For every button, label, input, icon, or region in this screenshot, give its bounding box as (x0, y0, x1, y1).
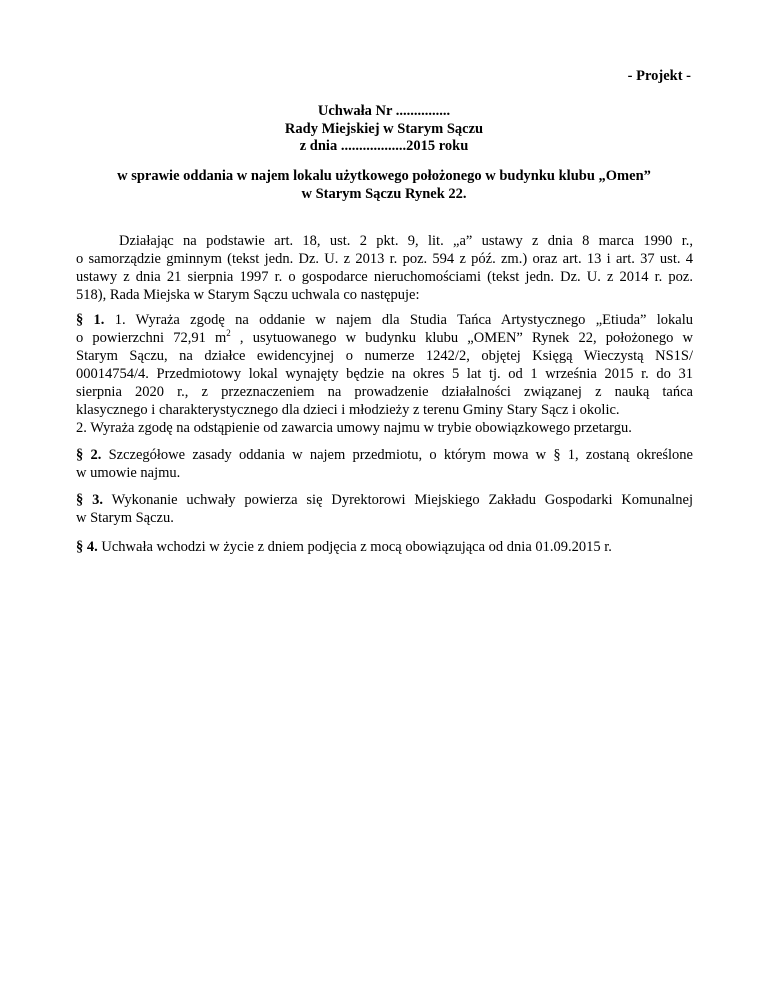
section-3-line-1 (76, 491, 693, 509)
subject-line-1: w sprawie oddania w najem lokalu użytkowego położonego w budynku klubu „Omen” (117, 168, 651, 184)
resolution-title (0, 103, 768, 156)
section-1-line-5: sierpnia 2020 r., z przeznaczeniem na prowadzenie działalności związanej z nauką tańca (76, 384, 693, 400)
title-line-number: Uchwała Nr ............... (317, 103, 451, 119)
section-4-line-1 (76, 538, 693, 556)
section-1-text-2a: o powierzchni 72,91 m (76, 330, 227, 346)
title-line-date: z dnia ..................2015 roku (299, 138, 469, 154)
section-1-line-2 (76, 329, 693, 347)
resolution-subject (0, 168, 768, 203)
section-2-text-1: Szczegółowe zasady oddania w najem przedmiotu, o którym mowa w § 1, zostaną określone (108, 447, 693, 463)
section-3 (76, 491, 693, 527)
section-1-text-2b: , usytuowanego w budynku klubu „OMEN” Rynek 22, położonego w (230, 330, 693, 346)
title-line-council: Rady Miejskiej w Starym Sączu (284, 120, 484, 137)
intro-line-3: ustawy z dnia 21 sierpnia 1997 r. o gospodarce nieruchomościami (tekst jedn. Dz. U. z 2014 r. poz. (76, 269, 693, 285)
intro-line-2: o samorządzie gminnym (tekst jedn. Dz. U. z 2013 r. poz. 594 z póź. zm.) oraz art. 13 i art. 37 ust. 4 (76, 251, 693, 267)
subject-line-2: w Starym Sączu Rynek 22. (301, 185, 467, 202)
section-1-line-6: klasycznego i charakterystycznego dla dzieci i młodzieży z terenu Gminy Stary Sącz i okolic. (76, 402, 620, 418)
section-1-line-1 (76, 311, 693, 329)
superscript-2: 2 (226, 328, 231, 339)
intro-line-1: Działając na podstawie art. 18, ust. 2 pkt. 9, lit. „a” ustawy z dnia 8 marca 1990 r., (119, 233, 693, 249)
section-3-text-1: Wykonanie uchwały powierza się Dyrektorowi Miejskiego Zakładu Gospodarki Komunalnej (111, 492, 694, 508)
section-2-mark: § 2. (76, 447, 102, 463)
section-3-line-2: w Starym Sączu. (76, 510, 174, 526)
intro-paragraph (76, 232, 693, 304)
section-1 (76, 311, 693, 437)
section-2-line-1 (76, 446, 693, 464)
section-1-text-1: 1. Wyraża zgodę na oddanie w najem dla Studia Tańca Artystycznego „Etiuda” lokalu (114, 312, 694, 328)
section-1-mark: § 1. (76, 312, 105, 328)
projekt-label: - Projekt - (627, 68, 691, 84)
section-4-mark: § 4. (76, 539, 98, 555)
section-2-line-2: w umowie najmu. (76, 465, 181, 481)
section-4-text-1: Uchwała wchodzi w życie z dniem podjęcia z mocą obowiązująca od dnia 01.09.2015 r. (101, 539, 612, 555)
section-1-line-7: 2. Wyraża zgodę na odstąpienie od zawarcia umowy najmu w trybie obowiązkowego przetargu. (76, 420, 632, 436)
section-2 (76, 446, 693, 482)
section-1-line-4: 00014754/4. Przedmiotowy lokal wynajęty będzie na okres 5 lat tj. od 1 września 2015 r. do 31 (76, 366, 693, 382)
intro-line-4: 518), Rada Miejska w Starym Sączu uchwala co następuje: (76, 287, 420, 303)
section-4 (76, 538, 693, 556)
section-3-mark: § 3. (76, 492, 103, 508)
section-1-line-3: Starym Sączu, na działce ewidencyjnej o numerze 1242/2, objętej Księgą Wieczystą NS1S/ (76, 348, 693, 364)
